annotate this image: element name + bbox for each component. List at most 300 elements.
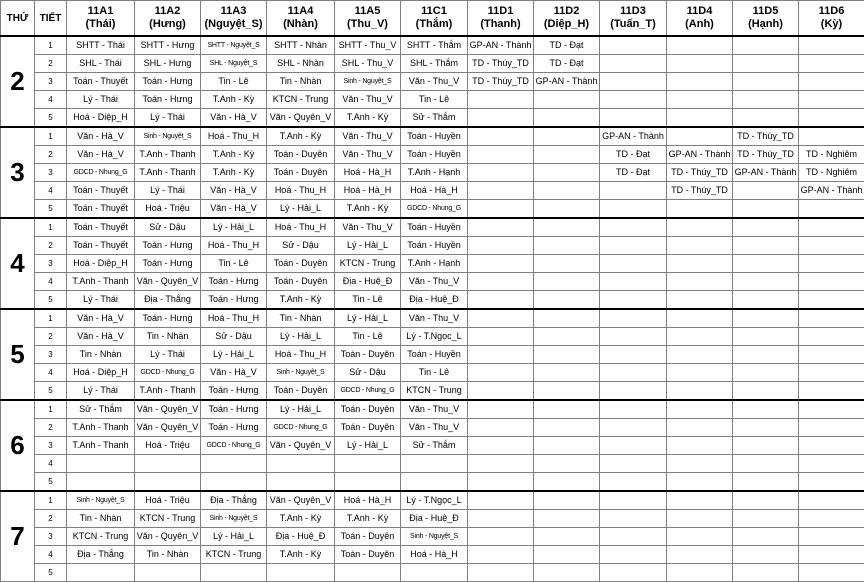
schedule-cell[interactable] xyxy=(534,291,600,310)
schedule-cell[interactable]: Hoá - Thu_H xyxy=(201,237,267,255)
schedule-cell[interactable] xyxy=(468,382,534,401)
schedule-cell[interactable] xyxy=(733,400,799,419)
schedule-cell[interactable]: Hoá - Triệu xyxy=(135,200,201,219)
header-thu[interactable]: THỨ xyxy=(1,1,35,37)
schedule-cell[interactable] xyxy=(600,255,667,273)
class-header-11a1[interactable] xyxy=(67,1,135,37)
schedule-cell[interactable] xyxy=(799,528,864,546)
schedule-cell[interactable] xyxy=(600,364,667,382)
class-header-11d2[interactable] xyxy=(534,1,600,37)
schedule-cell[interactable]: Lý - Thái xyxy=(135,182,201,200)
schedule-cell[interactable]: Văn - Quyên_V xyxy=(135,400,201,419)
schedule-cell[interactable]: GDCD - Nhung_G xyxy=(401,200,468,219)
schedule-cell[interactable]: TD - Đạt xyxy=(534,36,600,55)
schedule-cell[interactable]: SHTT - Hưng xyxy=(135,36,201,55)
schedule-cell[interactable] xyxy=(600,109,667,128)
schedule-cell[interactable] xyxy=(733,255,799,273)
schedule-cell[interactable]: KTCN - Trung xyxy=(267,91,335,109)
schedule-cell[interactable]: Toán - Thuyết xyxy=(67,73,135,91)
schedule-cell[interactable] xyxy=(733,510,799,528)
schedule-cell[interactable] xyxy=(799,218,864,237)
schedule-cell[interactable] xyxy=(733,309,799,328)
schedule-cell[interactable]: Lý - Thái xyxy=(135,346,201,364)
schedule-cell[interactable]: TD - Thúy_TD xyxy=(733,127,799,146)
schedule-cell[interactable]: Sinh - Nguyệt_S xyxy=(335,73,401,91)
period-number[interactable]: 3 xyxy=(35,73,67,91)
schedule-cell[interactable] xyxy=(468,291,534,310)
schedule-cell[interactable] xyxy=(600,55,667,73)
schedule-cell[interactable] xyxy=(468,218,534,237)
schedule-cell[interactable]: Địa - Thắng xyxy=(67,546,135,564)
schedule-cell[interactable]: Văn - Thu_V xyxy=(401,400,468,419)
schedule-cell[interactable]: Hoá - Diệp_H xyxy=(67,109,135,128)
schedule-cell[interactable]: T.Anh - Kỳ xyxy=(335,109,401,128)
schedule-cell[interactable]: Toán - Thuyết xyxy=(67,218,135,237)
schedule-cell[interactable]: T.Anh - Thanh xyxy=(135,146,201,164)
schedule-cell[interactable] xyxy=(667,491,733,510)
schedule-cell[interactable]: GDCD - Nhung_G xyxy=(335,382,401,401)
schedule-cell[interactable]: SHTT - Thái xyxy=(67,36,135,55)
schedule-cell[interactable]: T.Anh - Thanh xyxy=(67,419,135,437)
schedule-cell[interactable]: T.Anh - Hạnh xyxy=(401,164,468,182)
schedule-cell[interactable] xyxy=(534,564,600,582)
schedule-cell[interactable]: Toán - Hưng xyxy=(201,382,267,401)
period-number[interactable]: 3 xyxy=(35,528,67,546)
schedule-cell[interactable]: T.Anh - Kỳ xyxy=(267,510,335,528)
class-header-11c1[interactable] xyxy=(401,1,468,37)
schedule-cell[interactable]: Toán - Hưng xyxy=(135,91,201,109)
schedule-cell[interactable]: Lý - Hải_L xyxy=(335,237,401,255)
schedule-cell[interactable]: Hoá - Triệu xyxy=(135,437,201,455)
schedule-cell[interactable] xyxy=(600,200,667,219)
schedule-cell[interactable] xyxy=(600,237,667,255)
schedule-cell[interactable]: Văn - Hà_V xyxy=(67,328,135,346)
schedule-cell[interactable]: Hoá - Hà_H xyxy=(401,182,468,200)
schedule-cell[interactable]: Địa - Thắng xyxy=(135,291,201,310)
period-number[interactable]: 2 xyxy=(35,146,67,164)
period-number[interactable]: 2 xyxy=(35,419,67,437)
schedule-cell[interactable]: Văn - Thu_V xyxy=(335,218,401,237)
schedule-cell[interactable] xyxy=(667,346,733,364)
schedule-cell[interactable] xyxy=(667,328,733,346)
schedule-cell[interactable]: Toán - Duyên xyxy=(267,273,335,291)
schedule-cell[interactable]: T.Anh - Kỳ xyxy=(335,200,401,219)
class-header-11d5[interactable] xyxy=(733,1,799,37)
schedule-cell[interactable]: SHL - Thái xyxy=(67,55,135,73)
day-cell[interactable]: 4 xyxy=(1,218,35,309)
schedule-cell[interactable]: Sinh - Nguyệt_S xyxy=(67,491,135,510)
schedule-cell[interactable]: T.Anh - Thanh xyxy=(67,437,135,455)
schedule-cell[interactable] xyxy=(667,382,733,401)
class-header-11d3[interactable] xyxy=(600,1,667,37)
schedule-cell[interactable]: Toán - Duyên xyxy=(335,346,401,364)
schedule-cell[interactable] xyxy=(799,473,864,492)
schedule-cell[interactable]: Tin - Lê xyxy=(335,291,401,310)
schedule-cell[interactable] xyxy=(733,455,799,473)
schedule-cell[interactable] xyxy=(799,382,864,401)
schedule-cell[interactable] xyxy=(799,291,864,310)
schedule-cell[interactable] xyxy=(733,528,799,546)
schedule-cell[interactable]: Sinh - Nguyệt_S xyxy=(401,528,468,546)
schedule-cell[interactable]: TD - Đạt xyxy=(534,55,600,73)
schedule-cell[interactable] xyxy=(600,510,667,528)
period-number[interactable]: 4 xyxy=(35,364,67,382)
period-number[interactable]: 3 xyxy=(35,255,67,273)
schedule-cell[interactable] xyxy=(799,437,864,455)
schedule-cell[interactable]: Lý - Thái xyxy=(67,382,135,401)
schedule-cell[interactable]: Sinh - Nguyệt_S xyxy=(135,127,201,146)
schedule-cell[interactable] xyxy=(733,73,799,91)
schedule-cell[interactable]: Hoá - Hà_H xyxy=(401,546,468,564)
schedule-cell[interactable]: Lý - Hải_L xyxy=(201,528,267,546)
schedule-cell[interactable] xyxy=(600,273,667,291)
schedule-cell[interactable] xyxy=(600,218,667,237)
schedule-cell[interactable] xyxy=(600,182,667,200)
schedule-cell[interactable] xyxy=(600,473,667,492)
class-header-11d6[interactable] xyxy=(799,1,864,37)
schedule-cell[interactable]: Văn - Thu_V xyxy=(401,273,468,291)
schedule-cell[interactable] xyxy=(534,91,600,109)
schedule-cell[interactable] xyxy=(401,473,468,492)
schedule-cell[interactable]: Văn - Hà_V xyxy=(67,146,135,164)
period-number[interactable]: 5 xyxy=(35,564,67,582)
schedule-cell[interactable]: T.Anh - Thanh xyxy=(67,273,135,291)
schedule-cell[interactable]: Sinh - Nguyệt_S xyxy=(201,510,267,528)
schedule-cell[interactable] xyxy=(667,473,733,492)
schedule-cell[interactable] xyxy=(667,255,733,273)
schedule-cell[interactable] xyxy=(534,109,600,128)
schedule-cell[interactable] xyxy=(667,419,733,437)
schedule-cell[interactable] xyxy=(534,237,600,255)
schedule-cell[interactable] xyxy=(667,364,733,382)
schedule-cell[interactable]: Tin - Lê xyxy=(335,328,401,346)
schedule-cell[interactable]: Văn - Quyên_V xyxy=(135,528,201,546)
schedule-cell[interactable] xyxy=(534,346,600,364)
schedule-cell[interactable]: Toán - Huyền xyxy=(401,146,468,164)
schedule-cell[interactable] xyxy=(468,491,534,510)
schedule-cell[interactable]: Toán - Hưng xyxy=(135,255,201,273)
schedule-cell[interactable] xyxy=(401,564,468,582)
schedule-cell[interactable]: Sử - Dậu xyxy=(135,218,201,237)
schedule-cell[interactable]: T.Anh - Kỳ xyxy=(267,127,335,146)
schedule-cell[interactable]: KTCN - Trung xyxy=(335,255,401,273)
schedule-cell[interactable] xyxy=(799,127,864,146)
schedule-cell[interactable] xyxy=(534,382,600,401)
schedule-cell[interactable] xyxy=(600,546,667,564)
schedule-cell[interactable]: Lý - Hải_L xyxy=(267,400,335,419)
schedule-cell[interactable] xyxy=(468,273,534,291)
class-header-11a3[interactable] xyxy=(201,1,267,37)
schedule-cell[interactable] xyxy=(733,382,799,401)
schedule-cell[interactable] xyxy=(733,182,799,200)
period-number[interactable]: 2 xyxy=(35,55,67,73)
schedule-cell[interactable]: Toán - Huyền xyxy=(401,237,468,255)
schedule-cell[interactable]: Tin - Nhàn xyxy=(267,73,335,91)
period-number[interactable]: 5 xyxy=(35,382,67,401)
schedule-cell[interactable] xyxy=(799,273,864,291)
schedule-cell[interactable]: Địa - Thắng xyxy=(201,491,267,510)
period-number[interactable]: 1 xyxy=(35,218,67,237)
schedule-cell[interactable]: Hoá - Hà_H xyxy=(335,182,401,200)
schedule-cell[interactable] xyxy=(733,564,799,582)
schedule-cell[interactable]: Lý - Hải_L xyxy=(267,200,335,219)
schedule-cell[interactable]: Hoá - Thu_H xyxy=(267,182,335,200)
schedule-cell[interactable]: Văn - Thu_V xyxy=(401,73,468,91)
schedule-cell[interactable] xyxy=(468,127,534,146)
schedule-cell[interactable] xyxy=(534,218,600,237)
schedule-cell[interactable]: Hoá - Triệu xyxy=(135,491,201,510)
period-number[interactable]: 3 xyxy=(35,164,67,182)
schedule-cell[interactable] xyxy=(667,528,733,546)
schedule-cell[interactable] xyxy=(600,382,667,401)
schedule-cell[interactable] xyxy=(468,109,534,128)
schedule-cell[interactable]: T.Anh - Kỳ xyxy=(335,510,401,528)
schedule-cell[interactable]: Lý - T.Ngọc_L xyxy=(401,491,468,510)
schedule-cell[interactable]: Địa - Huệ_Đ xyxy=(267,528,335,546)
day-cell[interactable]: 7 xyxy=(1,491,35,582)
schedule-cell[interactable] xyxy=(201,564,267,582)
schedule-cell[interactable] xyxy=(534,255,600,273)
schedule-cell[interactable]: Văn - Hà_V xyxy=(67,127,135,146)
schedule-cell[interactable] xyxy=(468,546,534,564)
schedule-cell[interactable]: Toán - Huyền xyxy=(401,127,468,146)
schedule-cell[interactable] xyxy=(135,564,201,582)
schedule-cell[interactable]: Toán - Duyên xyxy=(267,164,335,182)
schedule-cell[interactable] xyxy=(799,109,864,128)
schedule-cell[interactable] xyxy=(468,473,534,492)
schedule-cell[interactable]: Văn - Hà_V xyxy=(67,309,135,328)
period-number[interactable]: 4 xyxy=(35,546,67,564)
schedule-cell[interactable]: Tin - Nhàn xyxy=(67,510,135,528)
schedule-cell[interactable] xyxy=(468,164,534,182)
schedule-cell[interactable]: Sử - Dậu xyxy=(335,364,401,382)
schedule-cell[interactable]: Văn - Thu_V xyxy=(335,146,401,164)
schedule-cell[interactable] xyxy=(600,455,667,473)
schedule-cell[interactable]: GDCD - Nhung_G xyxy=(267,419,335,437)
schedule-cell[interactable]: Văn - Hà_V xyxy=(201,200,267,219)
schedule-cell[interactable]: T.Anh - Kỳ xyxy=(201,146,267,164)
schedule-cell[interactable]: SHTT - Thu_V xyxy=(335,36,401,55)
schedule-cell[interactable]: Toán - Huyền xyxy=(401,218,468,237)
schedule-cell[interactable]: Sinh - Nguyệt_S xyxy=(267,364,335,382)
schedule-cell[interactable] xyxy=(600,328,667,346)
schedule-cell[interactable] xyxy=(733,419,799,437)
schedule-cell[interactable] xyxy=(201,455,267,473)
schedule-cell[interactable] xyxy=(600,491,667,510)
schedule-cell[interactable] xyxy=(468,146,534,164)
header-tiet[interactable]: TIẾT xyxy=(35,1,67,37)
schedule-cell[interactable] xyxy=(468,91,534,109)
schedule-cell[interactable]: T.Anh - Thanh xyxy=(135,382,201,401)
schedule-cell[interactable]: T.Anh - Kỳ xyxy=(267,291,335,310)
class-header-11d4[interactable] xyxy=(667,1,733,37)
schedule-cell[interactable]: Sử - Thắm xyxy=(67,400,135,419)
schedule-cell[interactable] xyxy=(799,491,864,510)
schedule-cell[interactable] xyxy=(799,200,864,219)
schedule-cell[interactable] xyxy=(733,328,799,346)
schedule-cell[interactable]: Toán - Duyên xyxy=(267,146,335,164)
schedule-cell[interactable] xyxy=(468,400,534,419)
schedule-cell[interactable] xyxy=(733,491,799,510)
schedule-cell[interactable] xyxy=(799,255,864,273)
schedule-cell[interactable] xyxy=(534,364,600,382)
schedule-cell[interactable] xyxy=(468,510,534,528)
schedule-cell[interactable] xyxy=(534,164,600,182)
period-number[interactable]: 1 xyxy=(35,36,67,55)
schedule-cell[interactable]: Địa - Huệ_Đ xyxy=(401,510,468,528)
schedule-cell[interactable]: GP-AN - Thành xyxy=(799,182,864,200)
schedule-cell[interactable]: Lý - Hải_L xyxy=(267,328,335,346)
schedule-cell[interactable] xyxy=(468,200,534,219)
schedule-cell[interactable]: Hoá - Diệp_H xyxy=(67,364,135,382)
schedule-cell[interactable] xyxy=(267,473,335,492)
schedule-cell[interactable]: Văn - Quyên_V xyxy=(135,419,201,437)
schedule-cell[interactable]: Toán - Duyên xyxy=(335,400,401,419)
schedule-cell[interactable] xyxy=(799,55,864,73)
schedule-cell[interactable]: Tin - Nhàn xyxy=(67,346,135,364)
schedule-cell[interactable] xyxy=(468,309,534,328)
schedule-cell[interactable] xyxy=(468,255,534,273)
schedule-cell[interactable]: Toán - Thuyết xyxy=(67,182,135,200)
schedule-cell[interactable] xyxy=(799,237,864,255)
schedule-cell[interactable] xyxy=(733,291,799,310)
schedule-cell[interactable] xyxy=(468,564,534,582)
schedule-cell[interactable] xyxy=(468,364,534,382)
schedule-cell[interactable] xyxy=(667,437,733,455)
schedule-cell[interactable] xyxy=(534,328,600,346)
schedule-cell[interactable] xyxy=(135,455,201,473)
schedule-cell[interactable]: T.Anh - Kỳ xyxy=(201,91,267,109)
period-number[interactable]: 3 xyxy=(35,437,67,455)
period-number[interactable]: 4 xyxy=(35,91,67,109)
schedule-cell[interactable] xyxy=(799,346,864,364)
schedule-cell[interactable]: Văn - Quyên_V xyxy=(267,437,335,455)
schedule-cell[interactable]: SHTT - Nguyệt_S xyxy=(201,36,267,55)
schedule-cell[interactable]: Hoá - Thu_H xyxy=(201,127,267,146)
period-number[interactable]: 1 xyxy=(35,400,67,419)
schedule-cell[interactable]: GP-AN - Thành xyxy=(600,127,667,146)
schedule-cell[interactable] xyxy=(468,419,534,437)
schedule-cell[interactable] xyxy=(667,91,733,109)
schedule-cell[interactable] xyxy=(335,455,401,473)
schedule-cell[interactable]: Toán - Hưng xyxy=(135,237,201,255)
schedule-cell[interactable] xyxy=(799,309,864,328)
period-number[interactable]: 5 xyxy=(35,109,67,128)
schedule-cell[interactable]: GP-AN - Thành xyxy=(667,146,733,164)
schedule-cell[interactable] xyxy=(733,91,799,109)
schedule-cell[interactable]: Hoá - Hà_H xyxy=(335,491,401,510)
schedule-cell[interactable]: Toán - Duyên xyxy=(267,255,335,273)
schedule-cell[interactable]: Văn - Hà_V xyxy=(201,109,267,128)
schedule-cell[interactable] xyxy=(799,400,864,419)
schedule-cell[interactable] xyxy=(534,182,600,200)
schedule-cell[interactable] xyxy=(667,127,733,146)
schedule-cell[interactable]: Văn - Thu_V xyxy=(401,309,468,328)
schedule-cell[interactable] xyxy=(534,146,600,164)
schedule-cell[interactable]: GP-AN - Thành xyxy=(534,73,600,91)
day-cell[interactable]: 5 xyxy=(1,309,35,400)
period-number[interactable]: 1 xyxy=(35,491,67,510)
schedule-cell[interactable] xyxy=(667,273,733,291)
period-number[interactable]: 5 xyxy=(35,291,67,310)
schedule-cell[interactable]: Lý - Thái xyxy=(67,291,135,310)
schedule-cell[interactable] xyxy=(534,273,600,291)
schedule-cell[interactable]: Toán - Hưng xyxy=(135,73,201,91)
schedule-cell[interactable] xyxy=(733,346,799,364)
schedule-cell[interactable] xyxy=(468,328,534,346)
period-number[interactable]: 3 xyxy=(35,346,67,364)
schedule-cell[interactable]: TD - Đạt xyxy=(600,164,667,182)
period-number[interactable]: 5 xyxy=(35,200,67,219)
schedule-cell[interactable]: Toán - Hưng xyxy=(201,291,267,310)
schedule-cell[interactable] xyxy=(667,291,733,310)
period-number[interactable]: 2 xyxy=(35,237,67,255)
schedule-cell[interactable]: T.Anh - Thanh xyxy=(135,164,201,182)
schedule-cell[interactable] xyxy=(600,400,667,419)
schedule-cell[interactable]: Sử - Thắm xyxy=(401,109,468,128)
schedule-cell[interactable]: TD - Nghiêm xyxy=(799,146,864,164)
period-number[interactable]: 5 xyxy=(35,473,67,492)
schedule-cell[interactable] xyxy=(733,36,799,55)
schedule-cell[interactable] xyxy=(401,455,468,473)
schedule-cell[interactable]: Văn - Quyên_V xyxy=(267,491,335,510)
schedule-cell[interactable] xyxy=(799,328,864,346)
schedule-cell[interactable] xyxy=(534,127,600,146)
schedule-cell[interactable]: Toán - Duyên xyxy=(335,546,401,564)
schedule-cell[interactable] xyxy=(733,546,799,564)
schedule-cell[interactable] xyxy=(799,364,864,382)
schedule-cell[interactable] xyxy=(600,346,667,364)
schedule-cell[interactable]: Toán - Hưng xyxy=(135,309,201,328)
schedule-cell[interactable] xyxy=(667,55,733,73)
schedule-cell[interactable]: Toán - Duyên xyxy=(267,382,335,401)
schedule-cell[interactable]: Lý - Thái xyxy=(135,109,201,128)
schedule-cell[interactable]: TD - Thúy_TD xyxy=(468,55,534,73)
schedule-cell[interactable] xyxy=(534,419,600,437)
schedule-cell[interactable]: SHL - Nguyệt_S xyxy=(201,55,267,73)
schedule-cell[interactable]: SHTT - Thắm xyxy=(401,36,468,55)
schedule-cell[interactable]: Hoá - Diệp_H xyxy=(67,255,135,273)
period-number[interactable]: 4 xyxy=(35,273,67,291)
schedule-cell[interactable] xyxy=(335,564,401,582)
schedule-cell[interactable] xyxy=(67,455,135,473)
schedule-cell[interactable]: SHL - Hưng xyxy=(135,55,201,73)
schedule-cell[interactable] xyxy=(534,455,600,473)
schedule-cell[interactable] xyxy=(667,309,733,328)
class-header-11a5[interactable] xyxy=(335,1,401,37)
schedule-cell[interactable]: TD - Thúy_TD xyxy=(468,73,534,91)
class-header-11a4[interactable] xyxy=(267,1,335,37)
schedule-cell[interactable] xyxy=(799,455,864,473)
schedule-cell[interactable] xyxy=(600,309,667,328)
schedule-cell[interactable] xyxy=(667,546,733,564)
schedule-cell[interactable]: Sử - Dậu xyxy=(267,237,335,255)
schedule-cell[interactable] xyxy=(733,218,799,237)
schedule-cell[interactable] xyxy=(600,419,667,437)
schedule-cell[interactable]: Hoá - Thu_H xyxy=(201,309,267,328)
period-number[interactable]: 4 xyxy=(35,182,67,200)
schedule-cell[interactable] xyxy=(733,55,799,73)
schedule-cell[interactable]: Toán - Hưng xyxy=(201,419,267,437)
class-header-11d1[interactable] xyxy=(468,1,534,37)
schedule-cell[interactable]: Toán - Hưng xyxy=(201,400,267,419)
schedule-cell[interactable] xyxy=(600,73,667,91)
schedule-cell[interactable]: Lý - T.Ngọc_L xyxy=(401,328,468,346)
schedule-cell[interactable]: Văn - Quyên_V xyxy=(135,273,201,291)
schedule-cell[interactable]: Lý - Hải_L xyxy=(335,437,401,455)
schedule-cell[interactable] xyxy=(267,564,335,582)
schedule-cell[interactable] xyxy=(534,510,600,528)
